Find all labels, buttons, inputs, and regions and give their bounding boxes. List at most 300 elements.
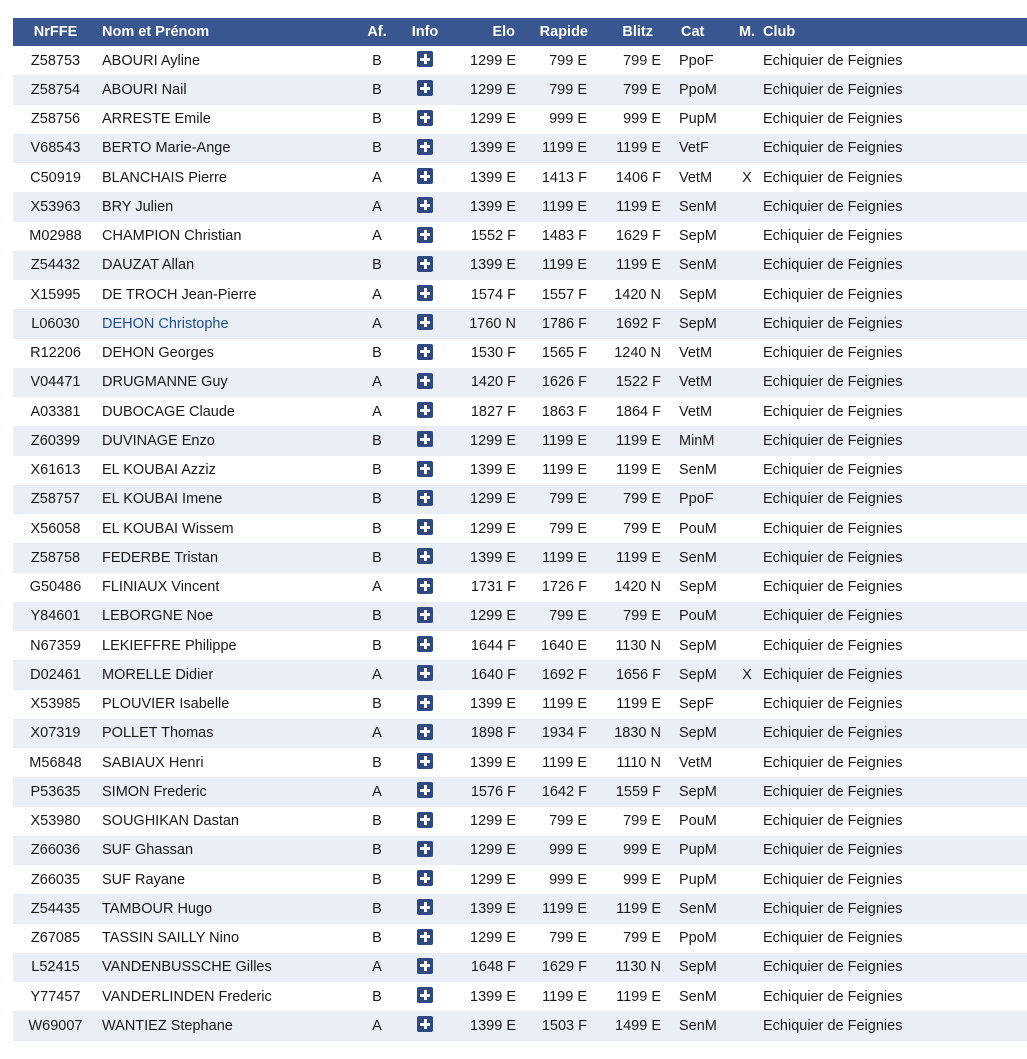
elo-cell: 1760 N — [441, 309, 533, 338]
rapide-cell: 1199 E — [533, 456, 600, 485]
affiliation-cell: A — [345, 777, 409, 806]
rapide-cell: 1199 E — [533, 982, 600, 1011]
nrffe-cell: V04471 — [13, 368, 98, 397]
category-cell: SepM — [667, 573, 731, 602]
table-row — [13, 134, 1027, 163]
blitz-cell: 799 E — [600, 75, 667, 104]
nrffe-cell: M02988 — [13, 222, 98, 251]
elo-cell: 1640 F — [441, 660, 533, 689]
category-cell: VetM — [667, 339, 731, 368]
rapide-cell: 799 E — [533, 46, 600, 75]
plus-square-icon[interactable] — [417, 461, 433, 477]
table-row — [13, 573, 1027, 602]
club-cell: Echiquier de Feignies — [763, 924, 1027, 953]
nrffe-cell: Z58756 — [13, 105, 98, 134]
affiliation-cell: A — [345, 192, 409, 221]
elo-cell: 1299 E — [441, 485, 533, 514]
category-cell: PouM — [667, 602, 731, 631]
affiliation-cell: B — [345, 924, 409, 953]
plus-square-icon[interactable] — [417, 841, 433, 857]
nrffe-cell: A03381 — [13, 397, 98, 426]
affiliation-cell: B — [345, 485, 409, 514]
club-cell: Echiquier de Feignies — [763, 309, 1027, 338]
category-cell: SenM — [667, 543, 731, 572]
m-cell — [731, 514, 763, 543]
rapide-cell: 1199 E — [533, 134, 600, 163]
info-cell — [409, 836, 441, 865]
blitz-cell: 1629 F — [600, 222, 667, 251]
m-cell — [731, 192, 763, 221]
blitz-cell: 1199 E — [600, 426, 667, 455]
m-cell — [731, 456, 763, 485]
category-cell: PpoM — [667, 75, 731, 104]
category-cell: VetM — [667, 163, 731, 192]
affiliation-cell: A — [345, 660, 409, 689]
nrffe-cell: M56848 — [13, 748, 98, 777]
player-name-cell[interactable]: MORELLE Didier — [98, 660, 345, 689]
table-row — [13, 222, 1027, 251]
plus-square-icon[interactable] — [417, 373, 433, 389]
m-cell — [731, 309, 763, 338]
table-row — [13, 777, 1027, 806]
player-name-cell[interactable]: DAUZAT Allan — [98, 251, 345, 280]
nrffe-cell: X61613 — [13, 456, 98, 485]
rapide-cell: 999 E — [533, 105, 600, 134]
rapide-cell: 1557 F — [533, 280, 600, 309]
info-cell — [409, 865, 441, 894]
nrffe-cell: Z60399 — [13, 426, 98, 455]
player-name-cell[interactable]: PLOUVIER Isabelle — [98, 690, 345, 719]
plus-square-icon[interactable] — [417, 899, 433, 915]
elo-cell: 1299 E — [441, 602, 533, 631]
club-cell: Echiquier de Feignies — [763, 777, 1027, 806]
club-cell: Echiquier de Feignies — [763, 543, 1027, 572]
table-row — [13, 982, 1027, 1011]
affiliation-cell: B — [345, 602, 409, 631]
info-cell — [409, 514, 441, 543]
elo-cell: 1898 F — [441, 719, 533, 748]
affiliation-cell: B — [345, 631, 409, 660]
player-name-cell[interactable]: FLINIAUX Vincent — [98, 573, 345, 602]
player-name-cell[interactable]: POLLET Thomas — [98, 719, 345, 748]
plus-square-icon[interactable] — [417, 227, 433, 243]
info-cell — [409, 573, 441, 602]
m-cell — [731, 602, 763, 631]
category-cell: PouM — [667, 807, 731, 836]
nrffe-cell: Z58754 — [13, 75, 98, 104]
plus-square-icon[interactable] — [417, 987, 433, 1003]
player-name-cell[interactable]: DUBOCAGE Claude — [98, 397, 345, 426]
blitz-cell: 1240 N — [600, 339, 667, 368]
elo-cell: 1399 E — [441, 690, 533, 719]
table-row — [13, 690, 1027, 719]
elo-cell: 1299 E — [441, 865, 533, 894]
elo-cell: 1399 E — [441, 456, 533, 485]
affiliation-cell: B — [345, 982, 409, 1011]
blitz-cell: 1199 E — [600, 456, 667, 485]
m-cell: X — [731, 660, 763, 689]
rapide-cell: 1199 E — [533, 251, 600, 280]
info-cell — [409, 339, 441, 368]
category-cell: SepM — [667, 309, 731, 338]
blitz-cell: 799 E — [600, 46, 667, 75]
rapide-cell: 999 E — [533, 836, 600, 865]
table-row — [13, 924, 1027, 953]
player-name-cell[interactable]: DEHON Christophe — [98, 309, 345, 338]
blitz-cell: 999 E — [600, 865, 667, 894]
plus-square-icon[interactable] — [417, 695, 433, 711]
category-cell: SenM — [667, 192, 731, 221]
table-row — [13, 339, 1027, 368]
blitz-cell: 999 E — [600, 105, 667, 134]
plus-square-icon[interactable] — [417, 929, 433, 945]
player-name-cell[interactable]: DRUGMANNE Guy — [98, 368, 345, 397]
blitz-cell: 1830 N — [600, 719, 667, 748]
blitz-cell: 1199 E — [600, 894, 667, 923]
category-cell: MinM — [667, 426, 731, 455]
plus-square-icon[interactable] — [417, 782, 433, 798]
nrffe-cell: L52415 — [13, 953, 98, 982]
player-name-cell[interactable]: TASSIN SAILLY Nino — [98, 924, 345, 953]
player-name-cell[interactable]: WANTIEZ Stephane — [98, 1011, 345, 1040]
nrffe-cell: X07319 — [13, 719, 98, 748]
header-club[interactable]: Club — [763, 18, 1027, 46]
blitz-cell: 1406 F — [600, 163, 667, 192]
plus-square-icon[interactable] — [417, 431, 433, 447]
plus-square-icon[interactable] — [417, 607, 433, 623]
blitz-cell: 1199 E — [600, 982, 667, 1011]
club-cell: Echiquier de Feignies — [763, 46, 1027, 75]
info-cell — [409, 894, 441, 923]
player-name-cell[interactable]: EL KOUBAI Imene — [98, 485, 345, 514]
player-name-cell[interactable]: ABOURI Ayline — [98, 46, 345, 75]
category-cell: SenM — [667, 894, 731, 923]
rapide-cell: 1199 E — [533, 748, 600, 777]
rapide-cell: 1642 F — [533, 777, 600, 806]
category-cell: PpoF — [667, 46, 731, 75]
plus-square-icon[interactable] — [417, 753, 433, 769]
player-name-cell[interactable]: LEKIEFFRE Philippe — [98, 631, 345, 660]
affiliation-cell: B — [345, 865, 409, 894]
elo-cell: 1552 F — [441, 222, 533, 251]
nrffe-cell: V68543 — [13, 134, 98, 163]
table-row — [13, 192, 1027, 221]
club-cell: Echiquier de Feignies — [763, 807, 1027, 836]
club-cell: Echiquier de Feignies — [763, 514, 1027, 543]
player-name-cell[interactable]: FEDERBE Tristan — [98, 543, 345, 572]
table-row — [13, 631, 1027, 660]
blitz-cell: 799 E — [600, 602, 667, 631]
plus-square-icon[interactable] — [417, 958, 433, 974]
blitz-cell: 1864 F — [600, 397, 667, 426]
rapide-cell: 1199 E — [533, 690, 600, 719]
plus-square-icon[interactable] — [417, 724, 433, 740]
elo-cell: 1399 E — [441, 1011, 533, 1040]
m-cell — [731, 426, 763, 455]
elo-cell: 1299 E — [441, 924, 533, 953]
header-elo[interactable]: Elo — [441, 18, 533, 46]
info-cell — [409, 251, 441, 280]
affiliation-cell: A — [345, 953, 409, 982]
elo-cell: 1827 F — [441, 397, 533, 426]
m-cell — [731, 251, 763, 280]
player-name-cell[interactable]: ARRESTE Emile — [98, 105, 345, 134]
info-cell — [409, 105, 441, 134]
affiliation-cell: A — [345, 309, 409, 338]
player-name-cell[interactable]: VANDENBUSSCHE Gilles — [98, 953, 345, 982]
rapide-cell: 1199 E — [533, 426, 600, 455]
table-row — [13, 251, 1027, 280]
plus-square-icon[interactable] — [417, 812, 433, 828]
player-name-cell[interactable]: LEBORGNE Noe — [98, 602, 345, 631]
plus-square-icon[interactable] — [417, 1016, 433, 1032]
plus-square-icon[interactable] — [417, 870, 433, 886]
table-row — [13, 514, 1027, 543]
blitz-cell: 1559 F — [600, 777, 667, 806]
player-name-cell[interactable]: DUVINAGE Enzo — [98, 426, 345, 455]
plus-square-icon[interactable] — [417, 256, 433, 272]
m-cell — [731, 368, 763, 397]
nrffe-cell: L06030 — [13, 309, 98, 338]
rapide-cell: 799 E — [533, 485, 600, 514]
header-nrffe[interactable]: NrFFE — [13, 18, 98, 46]
info-cell — [409, 397, 441, 426]
table-row — [13, 280, 1027, 309]
table-row — [13, 309, 1027, 338]
elo-cell: 1420 F — [441, 368, 533, 397]
header-af[interactable]: Af. — [345, 18, 409, 46]
info-cell — [409, 192, 441, 221]
blitz-cell: 999 E — [600, 836, 667, 865]
affiliation-cell: B — [345, 543, 409, 572]
m-cell — [731, 865, 763, 894]
player-name-cell[interactable]: DEHON Georges — [98, 339, 345, 368]
category-cell: PpoF — [667, 485, 731, 514]
nrffe-cell: X56058 — [13, 514, 98, 543]
plus-square-icon[interactable] — [417, 168, 433, 184]
nrffe-cell: D02461 — [13, 660, 98, 689]
header-info: Info — [409, 18, 441, 46]
blitz-cell: 799 E — [600, 924, 667, 953]
player-name-cell[interactable]: TAMBOUR Hugo — [98, 894, 345, 923]
info-cell — [409, 75, 441, 104]
table-row — [13, 836, 1027, 865]
info-cell — [409, 631, 441, 660]
rapide-cell: 799 E — [533, 514, 600, 543]
nrffe-cell: Y77457 — [13, 982, 98, 1011]
rapide-cell: 999 E — [533, 865, 600, 894]
affiliation-cell: B — [345, 456, 409, 485]
plus-square-icon[interactable] — [417, 314, 433, 330]
rapide-cell: 799 E — [533, 602, 600, 631]
player-name-cell[interactable]: SABIAUX Henri — [98, 748, 345, 777]
player-name-cell[interactable]: SIMON Frederic — [98, 777, 345, 806]
player-name-cell[interactable]: BLANCHAIS Pierre — [98, 163, 345, 192]
category-cell: SepM — [667, 280, 731, 309]
header-rapide[interactable]: Rapide — [533, 18, 600, 46]
player-name-cell[interactable]: EL KOUBAI Wissem — [98, 514, 345, 543]
player-name-cell[interactable]: SOUGHIKAN Dastan — [98, 807, 345, 836]
elo-cell: 1299 E — [441, 426, 533, 455]
category-cell: SenM — [667, 1011, 731, 1040]
blitz-cell: 1692 F — [600, 309, 667, 338]
player-name-cell[interactable]: SUF Rayane — [98, 865, 345, 894]
rapide-cell: 1692 F — [533, 660, 600, 689]
blitz-cell: 799 E — [600, 514, 667, 543]
table-row — [13, 426, 1027, 455]
elo-cell: 1731 F — [441, 573, 533, 602]
info-cell — [409, 953, 441, 982]
club-cell: Echiquier de Feignies — [763, 397, 1027, 426]
club-cell: Echiquier de Feignies — [763, 719, 1027, 748]
elo-cell: 1399 E — [441, 748, 533, 777]
affiliation-cell: B — [345, 426, 409, 455]
m-cell — [731, 75, 763, 104]
category-cell: PupM — [667, 865, 731, 894]
m-cell — [731, 719, 763, 748]
m-cell — [731, 748, 763, 777]
player-name-cell[interactable]: ABOURI Nail — [98, 75, 345, 104]
player-name-cell[interactable]: BRY Julien — [98, 192, 345, 221]
plus-square-icon[interactable] — [417, 665, 433, 681]
nrffe-cell: N67359 — [13, 631, 98, 660]
player-name-cell[interactable]: CHAMPION Christian — [98, 222, 345, 251]
m-cell — [731, 46, 763, 75]
nrffe-cell: Z66036 — [13, 836, 98, 865]
rapide-cell: 799 E — [533, 924, 600, 953]
header-blitz[interactable]: Blitz — [600, 18, 667, 46]
rapide-cell: 799 E — [533, 807, 600, 836]
category-cell: PupM — [667, 836, 731, 865]
category-cell: VetM — [667, 748, 731, 777]
info-cell — [409, 485, 441, 514]
affiliation-cell: B — [345, 251, 409, 280]
plus-square-icon[interactable] — [417, 80, 433, 96]
m-cell — [731, 777, 763, 806]
elo-cell: 1299 E — [441, 836, 533, 865]
m-cell — [731, 690, 763, 719]
elo-cell: 1576 F — [441, 777, 533, 806]
nrffe-cell: X53980 — [13, 807, 98, 836]
player-name-cell[interactable]: SUF Ghassan — [98, 836, 345, 865]
m-cell — [731, 953, 763, 982]
plus-square-icon[interactable] — [417, 51, 433, 67]
nrffe-cell: W69007 — [13, 1011, 98, 1040]
m-cell — [731, 397, 763, 426]
rapide-cell: 1863 F — [533, 397, 600, 426]
plus-square-icon[interactable] — [417, 490, 433, 506]
club-cell: Echiquier de Feignies — [763, 222, 1027, 251]
table-row — [13, 46, 1027, 75]
elo-cell: 1399 E — [441, 894, 533, 923]
category-cell: VetM — [667, 397, 731, 426]
plus-square-icon[interactable] — [417, 402, 433, 418]
player-name-cell[interactable]: BERTO Marie-Ange — [98, 134, 345, 163]
rapide-cell: 1503 F — [533, 1011, 600, 1040]
info-cell — [409, 924, 441, 953]
table-row — [13, 105, 1027, 134]
plus-square-icon[interactable] — [417, 110, 433, 126]
rapide-cell: 1199 E — [533, 894, 600, 923]
elo-cell: 1644 F — [441, 631, 533, 660]
table-row — [13, 543, 1027, 572]
elo-cell: 1648 F — [441, 953, 533, 982]
affiliation-cell: A — [345, 573, 409, 602]
header-name[interactable]: Nom et Prénom — [98, 18, 345, 46]
plus-square-icon[interactable] — [417, 197, 433, 213]
nrffe-cell: C50919 — [13, 163, 98, 192]
plus-square-icon[interactable] — [417, 519, 433, 535]
info-cell — [409, 456, 441, 485]
m-cell — [731, 134, 763, 163]
m-cell — [731, 280, 763, 309]
plus-square-icon[interactable] — [417, 344, 433, 360]
header-m[interactable]: M. — [731, 18, 763, 46]
club-cell: Echiquier de Feignies — [763, 953, 1027, 982]
player-name-cell[interactable]: EL KOUBAI Azziz — [98, 456, 345, 485]
affiliation-cell: B — [345, 75, 409, 104]
affiliation-cell: B — [345, 514, 409, 543]
info-cell — [409, 1011, 441, 1040]
player-name-cell[interactable]: VANDERLINDEN Frederic — [98, 982, 345, 1011]
m-cell — [731, 543, 763, 572]
affiliation-cell: A — [345, 397, 409, 426]
table-row — [13, 397, 1027, 426]
rapide-cell: 1934 F — [533, 719, 600, 748]
nrffe-cell: Z58753 — [13, 46, 98, 75]
elo-cell: 1399 E — [441, 163, 533, 192]
rapide-cell: 1199 E — [533, 192, 600, 221]
affiliation-cell: A — [345, 1011, 409, 1040]
affiliation-cell: A — [345, 163, 409, 192]
club-cell: Echiquier de Feignies — [763, 1011, 1027, 1040]
category-cell: PupM — [667, 105, 731, 134]
plus-square-icon[interactable] — [417, 139, 433, 155]
blitz-cell: 799 E — [600, 807, 667, 836]
m-cell — [731, 1011, 763, 1040]
club-cell: Echiquier de Feignies — [763, 748, 1027, 777]
plus-square-icon[interactable] — [417, 636, 433, 652]
affiliation-cell: A — [345, 280, 409, 309]
header-cat[interactable]: Cat — [667, 18, 731, 46]
info-cell — [409, 222, 441, 251]
rapide-cell: 1483 F — [533, 222, 600, 251]
blitz-cell: 1199 E — [600, 690, 667, 719]
club-cell: Echiquier de Feignies — [763, 456, 1027, 485]
category-cell: SepM — [667, 953, 731, 982]
plus-square-icon[interactable] — [417, 548, 433, 564]
elo-cell: 1399 E — [441, 982, 533, 1011]
plus-square-icon[interactable] — [417, 285, 433, 301]
category-cell: SepM — [667, 777, 731, 806]
table-header-row — [13, 18, 1027, 46]
m-cell — [731, 894, 763, 923]
player-name-cell[interactable]: DE TROCH Jean-Pierre — [98, 280, 345, 309]
category-cell: SepM — [667, 222, 731, 251]
club-cell: Echiquier de Feignies — [763, 894, 1027, 923]
info-cell — [409, 807, 441, 836]
info-cell — [409, 748, 441, 777]
table-row — [13, 456, 1027, 485]
affiliation-cell: B — [345, 134, 409, 163]
info-cell — [409, 134, 441, 163]
plus-square-icon[interactable] — [417, 578, 433, 594]
club-cell: Echiquier de Feignies — [763, 631, 1027, 660]
table-row — [13, 602, 1027, 631]
nrffe-cell: Z67085 — [13, 924, 98, 953]
blitz-cell: 1199 E — [600, 134, 667, 163]
category-cell: VetF — [667, 134, 731, 163]
